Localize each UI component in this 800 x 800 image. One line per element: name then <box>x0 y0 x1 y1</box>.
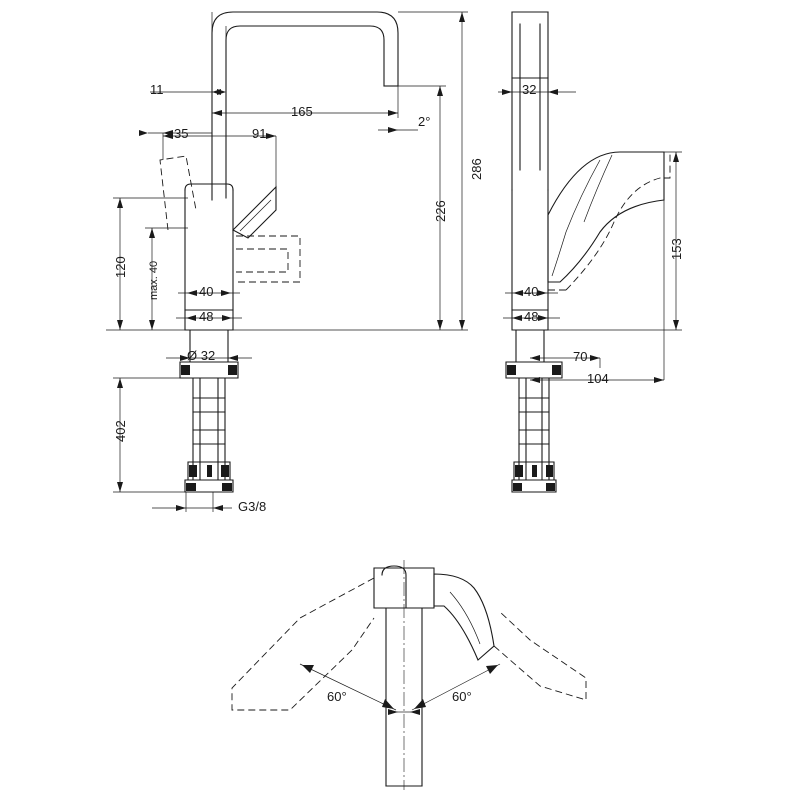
dim-label-handle-height: 153 <box>669 238 684 260</box>
dim-label-body-width-lower-front: 48 <box>199 309 214 324</box>
dim-label-base-diameter: Ø 32 <box>187 348 216 363</box>
dim-label-swivel-right: 60° <box>452 689 472 704</box>
side-view-shank-and-supply <box>506 330 562 492</box>
dim-label-spout-height: 226 <box>433 200 448 222</box>
front-view-body-outline <box>160 156 300 330</box>
dim-label-handle-total-depth: 104 <box>587 371 609 386</box>
dim-label-spout-taper-angle: 2° <box>418 114 431 129</box>
dim-label-body-width-upper-side: 40 <box>524 284 539 299</box>
dim-label-swivel-left: 60° <box>327 689 347 704</box>
dim-label-supply-hose-length: 402 <box>113 420 128 442</box>
dim-label-spout-reach: 165 <box>291 104 313 119</box>
dim-label-max-deck-thickness: max. 40 <box>148 260 160 300</box>
dim-label-spout-back-offset: 11 <box>150 82 164 97</box>
dim-label-handle-depth: 70 <box>573 349 588 364</box>
dim-label-supply-connection: G3/8 <box>238 499 267 514</box>
dim-label-spout-width: 32 <box>522 82 537 97</box>
dim-label-handle-to-spout: 91 <box>252 126 267 141</box>
side-view-outline <box>512 12 670 330</box>
side-view-dimension-lines <box>498 89 682 386</box>
top-plan-view <box>232 560 586 790</box>
dim-label-clearance-height: 120 <box>113 256 128 278</box>
dim-label-handle-offset: 35 <box>174 126 189 141</box>
dim-label-body-width-upper-front: 40 <box>199 284 214 299</box>
dim-label-overall-height: 286 <box>469 158 484 180</box>
dim-label-body-width-lower-side: 48 <box>524 309 539 324</box>
